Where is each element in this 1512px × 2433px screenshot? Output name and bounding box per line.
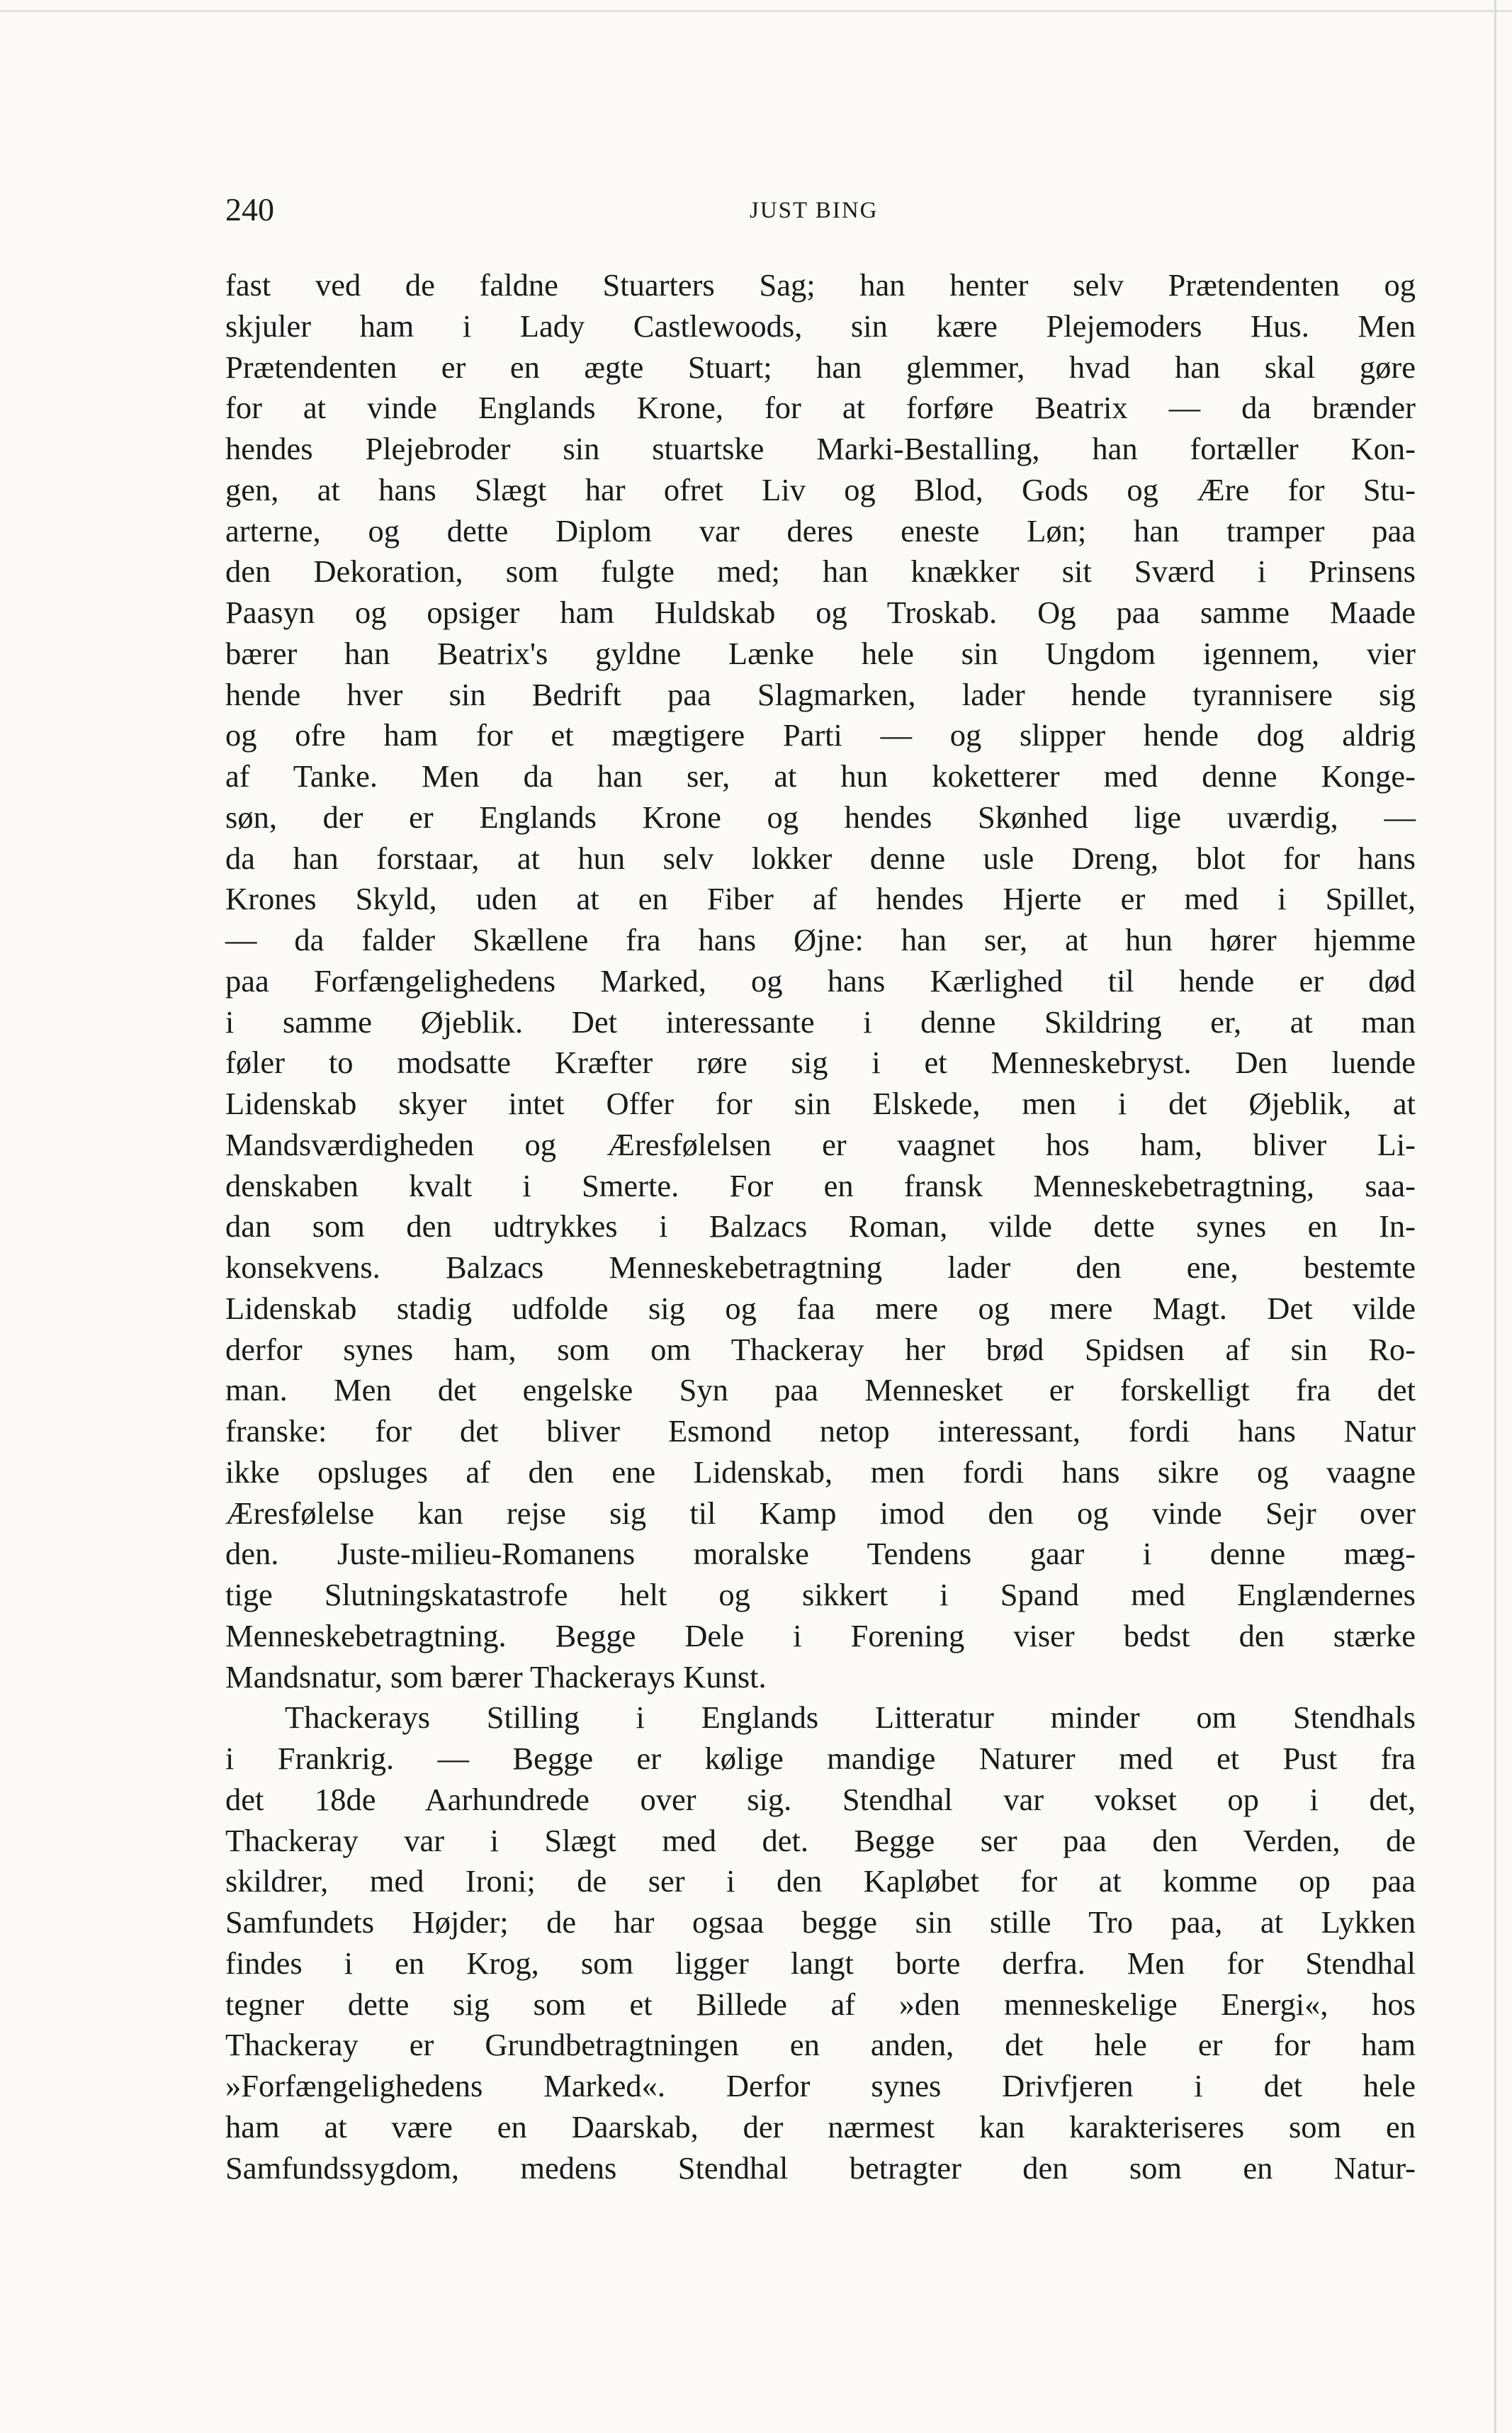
text-line: føler to modsatte Kræfter røre sig i et Menneskebryst. Den luende xyxy=(225,1045,1416,1081)
text-line: Samfundssygdom, medens Stendhal betragter den som en Natur- xyxy=(225,2150,1416,2186)
text-line: det 18de Aarhundrede over sig. Stendhal var vokset op i det, xyxy=(225,1781,1416,1817)
text-line: ham at være en Daarskab, der nærmest kan karakteriseres som en xyxy=(225,2108,1416,2145)
text-line: fast ved de faldne Stuarters Sag; han henter selv Prætendenten og xyxy=(225,267,1416,303)
page-top-edge xyxy=(0,10,1512,12)
text-line: Menneskebetragtning. Begge Dele i Forening viser bedst den stærke xyxy=(225,1617,1416,1653)
text-line: dan som den udtrykkes i Balzacs Roman, vilde dette synes en In- xyxy=(225,1208,1416,1244)
text-line: i Frankrig. — Begge er kølige mandige Naturer med et Pust fra xyxy=(225,1741,1416,1776)
text-line: og ofre ham for et mægtigere Parti — og slipper hende dog aldrig xyxy=(225,717,1416,753)
text-line: derfor synes ham, som om Thackeray her brød Spidsen af sin Ro- xyxy=(225,1331,1416,1367)
text-line: hende hver sin Bedrift paa Slagmarken, lader hende tyrannisere sig xyxy=(225,676,1416,712)
text-line: tige Slutningskatastrofe helt og sikkert i Spand med Englændernes xyxy=(225,1577,1416,1612)
text-line: franske: for det bliver Esmond netop interessant, fordi hans Natur xyxy=(225,1413,1416,1449)
text-line: Paasyn og opsiger ham Huldskab og Troskab. Og paa samme Maade xyxy=(225,595,1416,630)
text-line: Thackerays Stilling i Englands Litteratur minder om Stendhals xyxy=(285,1699,1416,1736)
text-line: — da falder Skællene fra hans Øjne: han ser, at hun hører hjemme xyxy=(225,922,1416,957)
text-line: arterne, og dette Diplom var deres eneste Løn; han tramper paa xyxy=(225,512,1416,549)
text-line: den. Juste-milieu-Romanens moralske Tendens gaar i denne mæg- xyxy=(225,1536,1416,1572)
text-line: da han forstaar, at hun selv lokker denne usle Dreng, blot for hans xyxy=(225,840,1416,876)
page-header xyxy=(225,190,1416,232)
text-line: denskaben kvalt i Smerte. For en fransk Menneskebetragtning, saa- xyxy=(225,1167,1416,1203)
page-right-edge xyxy=(1494,0,1496,2433)
text-line: findes i en Krog, som ligger langt borte derfra. Men for Stendhal xyxy=(225,1945,1416,1981)
text-line: Lidenskab stadig udfolde sig og faa mere og mere Magt. Det vilde xyxy=(225,1290,1416,1326)
text-line: Æresfølelse kan rejse sig til Kamp imod den og vinde Sejr over xyxy=(225,1495,1416,1531)
text-line: man. Men det engelske Syn paa Mennesket er forskelligt fra det xyxy=(225,1372,1416,1408)
text-line: konsekvens. Balzacs Menneskebetragtning lader den ene, bestemte xyxy=(225,1249,1416,1285)
text-line: skjuler ham i Lady Castlewoods, sin kære Plejemoders Hus. Men xyxy=(225,308,1416,344)
text-line: Mandsværdigheden og Æresfølelsen er vaagnet hos ham, bliver Li- xyxy=(225,1126,1416,1162)
text-line: søn, der er Englands Krone og hendes Skønhed lige uværdig, — xyxy=(225,799,1416,835)
text-line: Krones Skyld, uden at en Fiber af hendes Hjerte er med i Spillet, xyxy=(225,881,1416,917)
text-line: hendes Plejebroder sin stuartske Marki-Bestalling, han fortæller Kon- xyxy=(225,431,1416,466)
text-line: af Tanke. Men da han ser, at hun koketterer med denne Konge- xyxy=(225,758,1416,794)
text-line: Lidenskab skyer intet Offer for sin Elskede, men i det Øjeblik, at xyxy=(225,1086,1416,1121)
text-line: paa Forfængelighedens Marked, og hans Kærlighed til hende er død xyxy=(225,962,1416,999)
running-head: JUST BING xyxy=(750,198,879,223)
body-text xyxy=(225,265,1416,2188)
text-line: Mandsnatur, som bærer Thackerays Kunst. xyxy=(225,1658,767,1695)
text-line: den Dekoration, som fulgte med; han knækker sit Sværd i Prinsens xyxy=(225,554,1416,590)
text-line: Thackeray er Grundbetragtningen en anden, det hele er for ham xyxy=(225,2027,1416,2063)
text-line: for at vinde Englands Krone, for at forføre Beatrix — da brænder xyxy=(225,390,1416,426)
text-line: skildrer, med Ironi; de ser i den Kapløbet for at komme op paa xyxy=(225,1863,1416,1899)
text-line: bærer han Beatrix's gyldne Lænke hele sin Ungdom igennem, vier xyxy=(225,635,1416,671)
page-number: 240 xyxy=(225,191,274,227)
text-line: Samfundets Højder; de har ogsaa begge sin stille Tro paa, at Lykken xyxy=(225,1904,1416,1940)
text-line: i samme Øjeblik. Det interessante i denne Skildring er, at man xyxy=(225,1004,1416,1040)
text-line: »Forfængelighedens Marked«. Derfor synes Drivfjeren i det hele xyxy=(225,2068,1416,2103)
text-line: Thackeray var i Slægt med det. Begge ser paa den Verden, de xyxy=(225,1822,1416,1858)
text-line: gen, at hans Slægt har ofret Liv og Blod, Gods og Ære for Stu- xyxy=(225,471,1416,507)
text-line: Prætendenten er en ægte Stuart; han glemmer, hvad han skal gøre xyxy=(225,349,1416,385)
text-line: tegner dette sig som et Billede af »den menneskelige Energi«, hos xyxy=(225,1986,1416,2022)
text-line: ikke opsluges af den ene Lidenskab, men fordi hans sikre og vaagne xyxy=(225,1454,1416,1490)
